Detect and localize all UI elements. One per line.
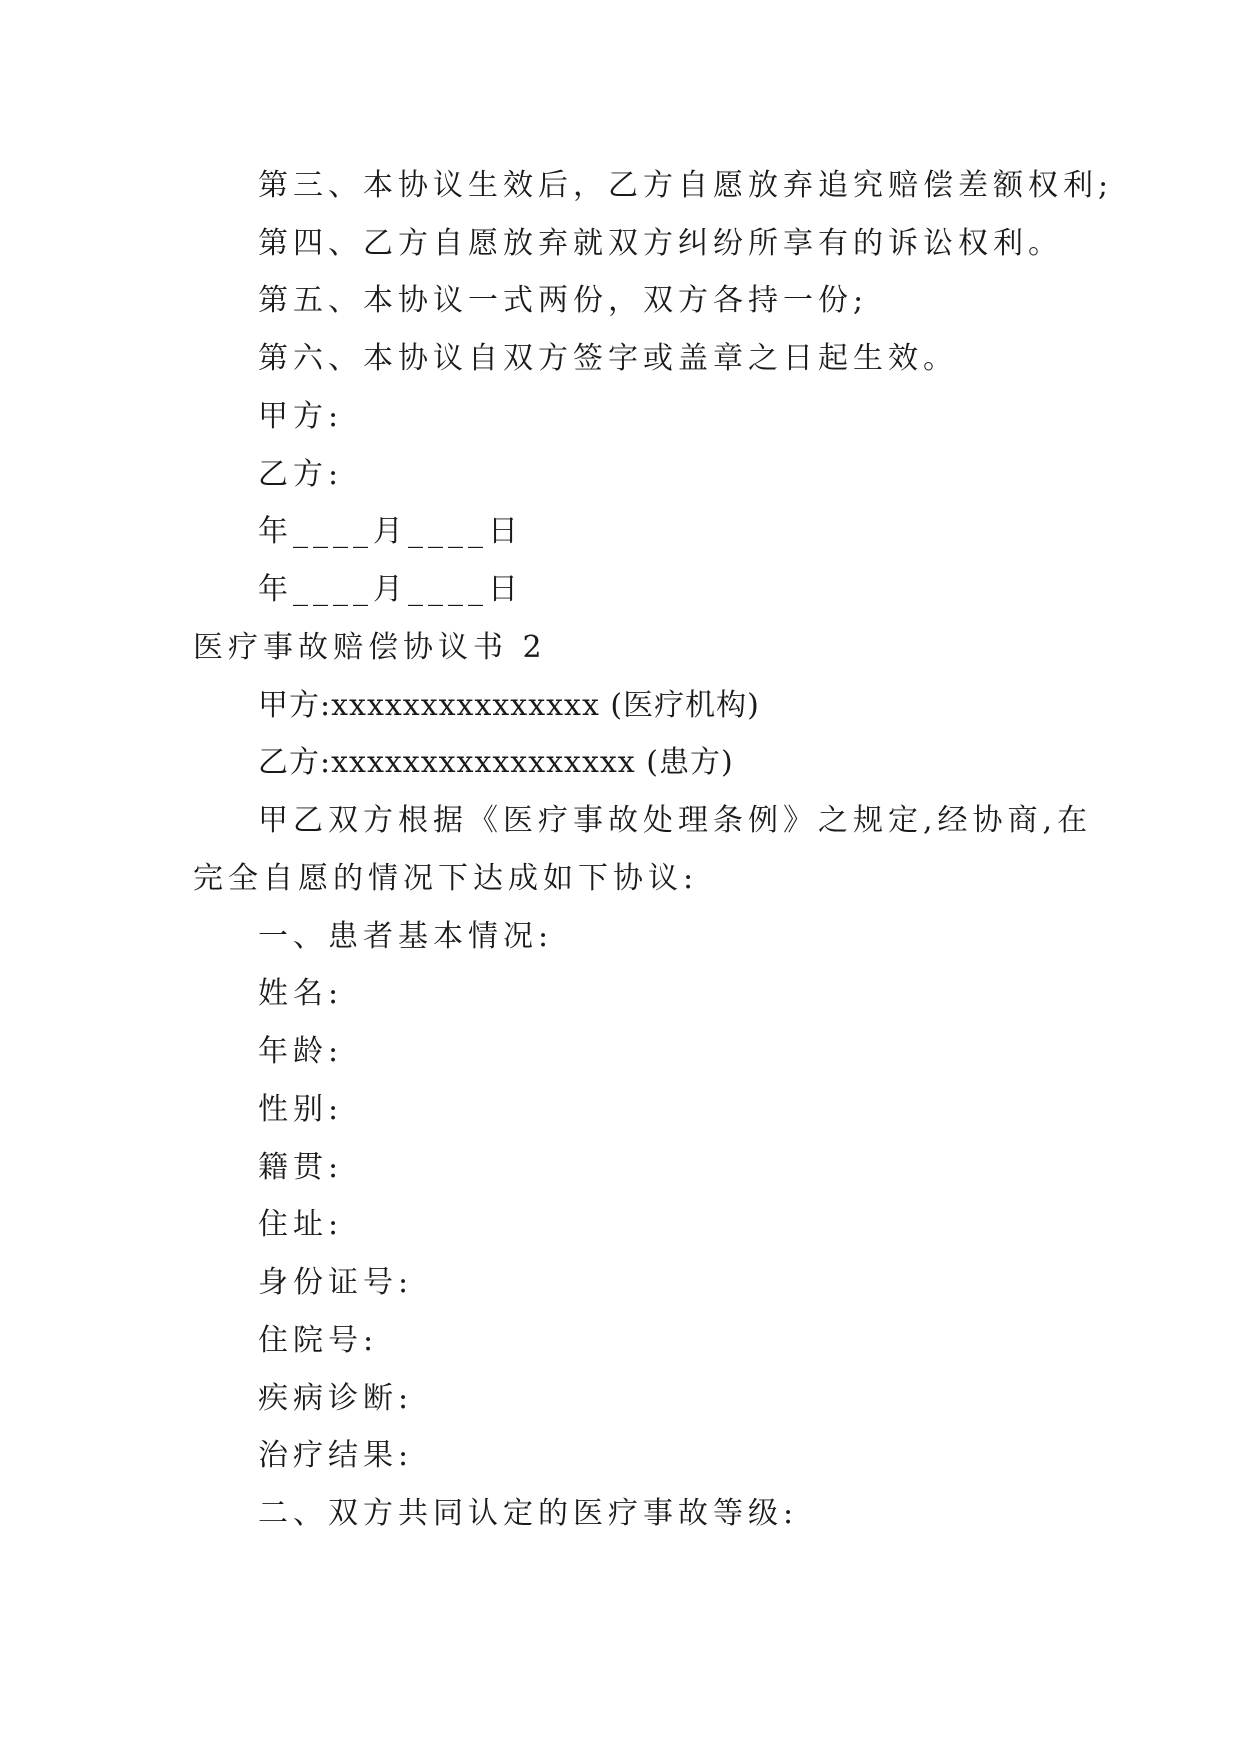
- field-address: 住址:: [258, 1207, 344, 1242]
- clause-3: 第三、本协议生效后，乙方自愿放弃追究赔偿差额权利;: [258, 168, 1114, 203]
- party-a-line: 甲方:xxxxxxxxxxxxxxx (医疗机构): [258, 688, 760, 723]
- section-2-title: 二、双方共同认定的医疗事故等级:: [258, 1496, 799, 1531]
- intro-line-1: 甲乙双方根据《医疗事故处理条例》之规定,经协商,在: [258, 803, 1093, 838]
- field-gender: 性别:: [258, 1092, 344, 1127]
- clause-5: 第五、本协议一式两份，双方各持一份;: [258, 283, 869, 318]
- party-b-line: 乙方:xxxxxxxxxxxxxxxxx (患方): [258, 745, 734, 780]
- intro-line-2: 完全自愿的情况下达成如下协议:: [193, 861, 699, 896]
- signature-date-b: 年____月____日: [258, 572, 523, 607]
- field-admission: 住院号:: [258, 1323, 379, 1358]
- field-name: 姓名:: [258, 976, 344, 1011]
- field-native: 籍贯:: [258, 1150, 344, 1185]
- signature-party-a: 甲方:: [258, 399, 344, 434]
- clause-6: 第六、本协议自双方签字或盖章之日起生效。: [258, 341, 958, 376]
- field-result: 治疗结果:: [258, 1438, 414, 1473]
- agreement-2-title: 医疗事故赔偿协议书 2: [193, 630, 547, 665]
- signature-party-b: 乙方:: [258, 457, 344, 492]
- signature-date-a: 年____月____日: [258, 514, 523, 549]
- field-id-number: 身份证号:: [258, 1265, 414, 1300]
- section-1-title: 一、患者基本情况:: [258, 919, 554, 954]
- clause-4: 第四、乙方自愿放弃就双方纠纷所享有的诉讼权利。: [258, 226, 1063, 261]
- field-diagnosis: 疾病诊断:: [258, 1381, 414, 1416]
- field-age: 年龄:: [258, 1034, 344, 1069]
